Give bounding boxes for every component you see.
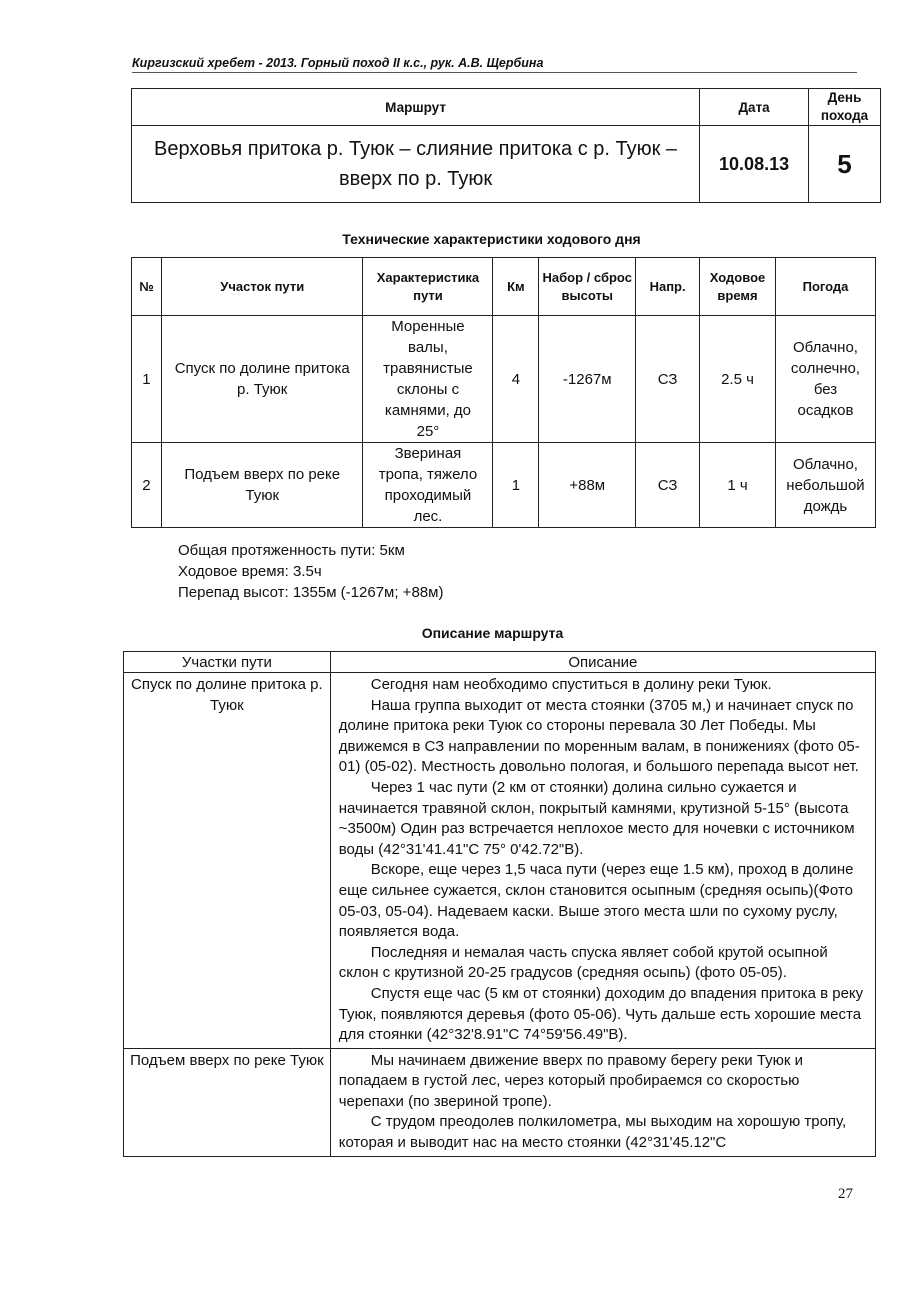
segments-col-header: Участки пути — [124, 652, 331, 673]
desc-text — [330, 673, 875, 1049]
row-elevation: +88м — [539, 443, 636, 528]
desc-paragraph: Сегодня нам необходимо спуститься в долину реки Туюк. — [370, 676, 772, 693]
desc-title: Описание маршрута — [421, 625, 564, 641]
row-segment: Подъем вверх по реке Туюк — [161, 443, 363, 528]
page-number: 27 — [838, 1186, 853, 1202]
page-header: Киргизский хребет - 2013. Горный поход II к.с., рук. А.В. Щербина — [132, 56, 857, 73]
date-col-header: Дата — [700, 89, 809, 126]
direction-col-header: Напр. — [636, 258, 700, 316]
weather-col-header: Погода — [775, 258, 875, 316]
desc-paragraph: С трудом преодолев полкилометра, мы выходим на хорошую тропу, которая и выводит нас на место стоянки (42°31'45.12"С — [338, 1113, 847, 1152]
route-name-line1: Верховья притока р. Туюк – слияние притока с р. Туюк – — [154, 138, 678, 160]
row-character: Моренные валы, травянистые склоны с камнями, до 25° — [363, 316, 493, 443]
tech-table — [131, 257, 876, 528]
row-direction: СЗ — [636, 316, 700, 443]
desc-segment: Подъем вверх по реке Туюк — [124, 1048, 331, 1156]
row-segment: Спуск по долине притока р. Туюк — [161, 316, 363, 443]
row-km: 1 — [493, 443, 539, 528]
desc-table — [123, 651, 876, 1157]
row-num: 1 — [132, 316, 162, 443]
segment-col-header: Участок пути — [161, 258, 363, 316]
desc-paragraph: Спустя еще час (5 км от стоянки) доходим до впадения притока в реку Туюк, появляются деревья (фото 05-06). Чуть дальше есть хорошие места для стоянки (42°32'8.91"С 74°59'56.49"В). — [338, 984, 864, 1044]
num-col-header: № — [132, 258, 162, 316]
desc-paragraph: Вскоре, еще через 1,5 часа пути (через еще 1.5 км), проход в долине еще сильнее сужается, склон становится осыпным (средняя осыпь)(Фото 05-03, 05-04). Надеваем каски. Выше этого места шли по сухому руслу, появляется вода. — [338, 861, 854, 941]
summary-elevation: Перепад высот: 1355м (-1267м; +88м) — [178, 584, 444, 601]
desc-paragraph: Через 1 час пути (2 км от стоянки) долина сильно сужается и начинается травяной склон, покрытый камнями, крутизной 5-15° (высота ~3500м) Один раз встречается неплохое место для ночевки с источником воды (42°31'41.41"С 75° 0'42.72"В). — [338, 778, 855, 858]
row-weather: Облачно, солнечно, без осадков — [775, 316, 875, 443]
route-date: 10.08.13 — [700, 126, 809, 203]
desc-paragraph: Наша группа выходит от места стоянки (3705 м,) и начинает спуск по долине притока реки Туюк со стороны перевала 30 Лет Победы. Мы движемся в СЗ направлении по моренным валам, в понижениях (фото 05-01) (05-02). Местность довольно пологая, и большого перепада высот нет. — [338, 696, 860, 776]
summary-length: Общая протяженность пути: 5км — [178, 542, 405, 559]
desc-paragraph: Мы начинаем движение вверх по правому берегу реки Туюк и попадаем в густой лес, через который пробираемся со скоростью черепахи (по звериной тропе). — [338, 1051, 804, 1110]
row-num: 2 — [132, 443, 162, 528]
table-row — [132, 316, 876, 443]
character-col-header: Характеристика пути — [363, 258, 493, 316]
desc-segment: Спуск по долине притока р. Туюк — [124, 673, 331, 1049]
row-direction: СЗ — [636, 443, 700, 528]
summary-time: Ходовое время: 3.5ч — [178, 563, 322, 580]
table-row — [132, 443, 876, 528]
desc-paragraph: Последняя и немалая часть спуска являет собой крутой осыпной склон с крутизной 20-25 градусов (средняя осыпь) (фото 05-05). — [338, 943, 828, 982]
row-elevation: -1267м — [539, 316, 636, 443]
elevation-col-header: Набор / сброс высоты — [539, 258, 636, 316]
day-col-header: День похода — [809, 89, 881, 126]
route-col-header: Маршрут — [132, 89, 700, 126]
row-character: Звериная тропа, тяжело проходимый лес. — [363, 443, 493, 528]
route-name-line2: вверх по р. Туюк — [338, 168, 493, 190]
row-weather: Облачно, небольшой дождь — [775, 443, 875, 528]
route-name — [132, 126, 700, 203]
row-km: 4 — [493, 316, 539, 443]
route-summary — [178, 540, 443, 603]
time-col-header: Ходовое время — [700, 258, 776, 316]
row-time: 2.5 ч — [700, 316, 776, 443]
row-time: 1 ч — [700, 443, 776, 528]
route-day: 5 — [809, 126, 881, 203]
desc-text — [330, 1048, 875, 1156]
description-col-header: Описание — [330, 652, 875, 673]
tech-title: Технические характеристики ходового дня — [342, 231, 641, 247]
table-row — [124, 673, 876, 1049]
km-col-header: Км — [493, 258, 539, 316]
table-row — [124, 1048, 876, 1156]
route-table — [131, 88, 881, 203]
